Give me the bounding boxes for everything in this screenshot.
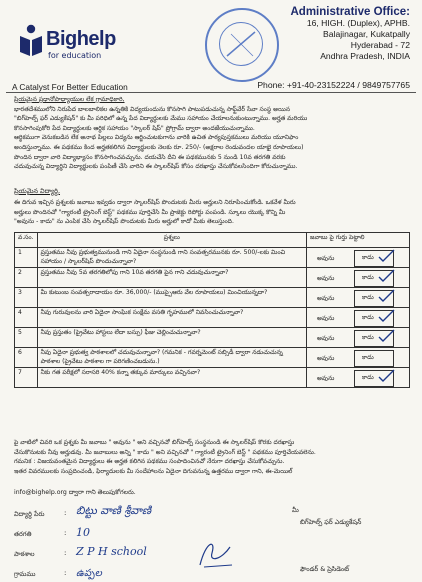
yes-option[interactable]: అవును <box>317 255 335 262</box>
check-mark-icon <box>377 309 395 323</box>
row-number: 5 <box>15 328 38 348</box>
answer-cell <box>307 368 410 388</box>
col-answer-header: జవాబు పై గుర్తు పెట్టాలి <box>307 233 410 248</box>
school-field[interactable]: Z P H school <box>76 545 147 558</box>
intro-section <box>14 95 410 172</box>
yes-option[interactable]: అవును <box>317 355 335 363</box>
yes-option[interactable]: అవును <box>317 295 335 303</box>
question-text: ప్రస్తుతము నీవు 5వ తరగతిలోపు గాని 10వ తరగతి పైన గాని చదువుచున్నావా? <box>37 268 306 288</box>
answer-cell <box>307 288 410 308</box>
table-row <box>15 368 410 388</box>
row-number: 3 <box>15 288 38 308</box>
colon: : <box>64 529 67 537</box>
student-line: ఈ దిగువ ఇచ్చిన ప్రశ్నలకు జవాబు ఇవ్వడం ద్వారా స్కాలర్‌షిప్ పొందుటకు మీరు అర్హులని నిరూపించుకోండి. ఒకవేళ మీరు <box>14 199 296 206</box>
answer-cell <box>307 268 410 288</box>
address-line: Andhra Pradesh, INDIA <box>320 51 410 61</box>
eligibility-table <box>14 232 410 388</box>
row-number: 6 <box>15 348 38 368</box>
email-contact-line: info@bighelp.org ద్వారా గాని తెలుపుకోగలరు. <box>14 489 136 496</box>
phone-numbers: Phone: +91-40-23152224 / 9849757765 <box>257 80 410 90</box>
no-option-box[interactable] <box>354 310 394 327</box>
question-text: నీకు గత పరీక్షలో సరాసరి 40% కన్నా తక్కువ మార్కులు వచ్చినవా? <box>37 368 306 388</box>
class-label: తరగతి <box>14 530 32 538</box>
row-number: 2 <box>15 268 38 288</box>
no-option[interactable]: కాదు <box>362 254 374 261</box>
address-line: 16, HIGH. (Duplex), APHB. <box>306 18 410 28</box>
closing-line: పై వాటిలో చివరి ఒక ప్రశ్నకు మీ జవాబు " అవును " అని వచ్చినచో బిగ్‌హెల్ప్ సంస్థనుండి ఈ స్కాలర్‌షిప్ కొరకు దరఖాస్తు <box>14 439 295 446</box>
student-name-field[interactable]: బిట్టు వాణి శ్రీవాణి <box>76 504 152 517</box>
check-mark-icon <box>377 369 395 383</box>
village-label: గ్రామము <box>14 570 36 578</box>
table-header-row <box>15 233 410 248</box>
row-number: 4 <box>15 308 38 328</box>
intro-line: ఆర్థికముగా వెనుకబడిన లేక అనాథ పిల్లలు విద్యను ఆర్జించుటకుగాను వారికి ఉచిత పాఠ్యపుస్తకములు మరియు యూనిఫాం <box>14 134 299 142</box>
sign-block-role: ఫౌండర్ & ప్రెసిడెంట్ <box>300 565 350 573</box>
address-line: Hyderabad - 72 <box>350 40 410 50</box>
signature-icon <box>196 535 236 571</box>
table-row <box>15 328 410 348</box>
no-option[interactable]: కాదు <box>362 374 374 382</box>
yes-option[interactable]: అవును <box>317 335 335 343</box>
question-text: నీవు గురువులను వారి ఏదైనా సాంఘిక సంక్షేమ వసతి గృహములో నివసించుచున్నావా? <box>37 308 306 328</box>
closing-line: ఇతర వివరములకు సంప్రదించండి, ఫిర్యాదులకు మీ సందేహాలను ఏదైనా దిగువనున్న ఉత్తరము ద్వారా గాని, ఈ-మెయిల్ <box>14 467 293 475</box>
check-mark-icon <box>377 249 395 263</box>
no-option-box[interactable] <box>354 270 394 287</box>
colon: : <box>64 569 67 577</box>
colon: : <box>64 509 67 517</box>
check-mark-icon <box>377 329 395 343</box>
school-label: పాఠశాల <box>14 550 35 558</box>
intro-line: అందిస్తున్నాము. ఈ పథకము కింద అర్హతకలిగిన విద్యార్థులకు నెలకు రూ. 250/- (అక్షరాల రెండువందల యాభై రూపాయలు) <box>14 143 304 151</box>
answer-cell <box>307 328 410 348</box>
brand-name: Bighelp <box>46 28 116 50</box>
answer-cell <box>307 248 410 268</box>
no-option-box[interactable] <box>354 350 394 367</box>
intro-line: "బిగ్‌హెల్ప్ ఫర్ ఎడ్యుకేషన్" కు మీ పరిధిలో ఉన్న పేద విద్యార్థులకు మేము సహాయం చేయాలనుకుంటున్నాము. అర్హత మరియు <box>14 115 308 123</box>
yes-option[interactable]: అవును <box>317 375 335 383</box>
colon: : <box>64 549 67 557</box>
no-option-box[interactable] <box>354 370 394 387</box>
question-text: ప్రస్తుతము నీవు ప్రభుత్వమునుండి గాని ఏదైనా సంస్థనుండి గాని సంవత్సరమునకు రూ. 500/-లకు మించి సహాయం / స్కాలర్‌షిప్ పొందుచున్నావా? <box>37 248 306 268</box>
table-row <box>15 288 410 308</box>
no-option[interactable]: కాదు <box>362 334 374 342</box>
table-row <box>15 268 410 288</box>
table-row <box>15 248 410 268</box>
intro-line: చదువుచున్న విద్యార్థిని విద్యార్థులకు పంపిణీ చేసి వారిని ఈ స్కాలర్‌షిప్ కోసం దరఖాస్తు చేసుకోవలసిందిగా కోరుచున్నాము. <box>14 163 298 171</box>
no-option[interactable]: కాదు <box>362 294 374 302</box>
admin-office-title: Administrative Office: <box>290 6 410 18</box>
student-section <box>14 198 410 227</box>
no-option[interactable]: కాదు <box>362 354 374 362</box>
table-row <box>15 348 410 368</box>
answer-cell <box>307 348 410 368</box>
closing-line: చేసుకొనుటకు నీవు అర్హుడవు. మీ జవాబులు అన్ని " కాదు " అని వచ్చినచో " గ్యారంటీ ట్రైనింగ్ బెస్ట్ " పథకము పూర్తిచేయవలెను. <box>14 448 316 456</box>
sign-block-org: బిగ్‌హెల్ప్ ఫర్ ఎడ్యుకేషన్ <box>300 518 362 526</box>
no-option[interactable]: కాదు <box>362 314 374 322</box>
no-option-box[interactable] <box>354 290 394 307</box>
yes-option[interactable]: అవును <box>317 275 335 283</box>
student-name-label: విద్యార్థి పేరు <box>14 510 45 518</box>
answer-cell <box>307 308 410 328</box>
no-option-box[interactable] <box>354 330 394 347</box>
no-option[interactable]: కాదు <box>362 274 374 282</box>
header-divider <box>6 92 416 93</box>
class-field[interactable]: 10 <box>76 526 90 539</box>
sign-block-top: మీ <box>292 506 299 514</box>
salutation: ప్రియమైన ప్రధానోపాధ్యాయుల లేక గ్రామాధికారి, <box>14 96 125 103</box>
tagline: A Catalyst For Better Education <box>12 82 128 92</box>
intro-line: కొనసాగింపుకోరి పేద విద్యార్థులకు ఆర్థిక సహాయం "స్కాలర్ షిప్" ప్రోగ్రామ్ ద్వారా అందజేయుచున్నాము. <box>14 124 255 132</box>
logo <box>10 18 190 88</box>
student-line: అర్హులు పొందినచో "గ్యారంటీ ట్రైనింగ్ బెస్ట్" పథకము పూర్తిచేసి మీ ప్రాజెక్టు రిపోర్టు పంపండి. స్కూలు యొక్క కొన్ని మీ <box>14 208 286 216</box>
closing-section <box>14 438 410 476</box>
row-number: 7 <box>15 368 38 388</box>
question-text: నీవు ప్రస్తుతం (ప్రైవేటు హాస్టలు లేదా బస్సు) ఫీజు చెల్లించుచున్నావా? <box>37 328 306 348</box>
col-sno-header: వ.సం. <box>15 233 38 248</box>
check-mark-icon <box>377 289 395 303</box>
student-heading: ప్రియమైన విద్యార్థి, <box>14 187 60 195</box>
row-number: 1 <box>15 248 38 268</box>
admin-office-block <box>240 6 410 62</box>
bighelp-logo-icon <box>18 24 44 58</box>
yes-option[interactable]: అవును <box>317 315 335 323</box>
closing-line: గమనిక : విజయవంతమైన విద్యార్థులు ఈ అర్హత కలిగిన పథకము సంపాదించినచో నేరుగా దరఖాస్తు చేసుకోవచ్చును. <box>14 458 285 466</box>
table-row <box>15 308 410 328</box>
question-text: మీ కుటుంబ సంవత్సరాదాయం రూ. 36,000/- (ముప్పైఆరు వేల రూపాయలు) మించియున్నదా? <box>37 288 306 308</box>
col-question-header: ప్రశ్నలు <box>37 233 306 248</box>
intro-line: భారతదేశములోని నిరుపేద బాలబాలికల ఉన్నతికి విద్యయందును కొనసాగి పాటుపడుచున్న సాఫ్ట్‌వేర్ సేవా సంస్థ అయిన <box>14 105 291 113</box>
no-option-box[interactable] <box>354 250 394 267</box>
student-line: "అవును - కాదు" ను ఎంపిక చేసి స్కాలర్‌షిప్ పొందుటకు మీరు అర్హులో కాదో మీకు తెలుస్తుంది. <box>14 218 234 226</box>
village-field[interactable]: ఉప్పల <box>76 568 102 579</box>
check-mark-icon <box>377 269 395 283</box>
question-text: నీవు ఏదైనా ప్రభుత్వ పాఠశాలలో చదువుచున్నావా? (గమనిక - గవర్నమెంట్ సబ్సిడీ ద్వారా నడుచుచున్న పాఠశాల (ప్రైవేటు పాఠశాల గా పరిగణించబడును.) <box>37 348 306 368</box>
intro-line: పొందిన ద్వారా వారి విద్యాభ్యాసం కొనసాగించవచ్చును. దయచేసి దీని ఈ పథకమునకు 5 నుండి 10వ తరగతి వరకు <box>14 153 286 161</box>
address-line: Balajinagar, Kukatpally <box>323 29 410 39</box>
brand-tagline: for education <box>48 51 102 60</box>
